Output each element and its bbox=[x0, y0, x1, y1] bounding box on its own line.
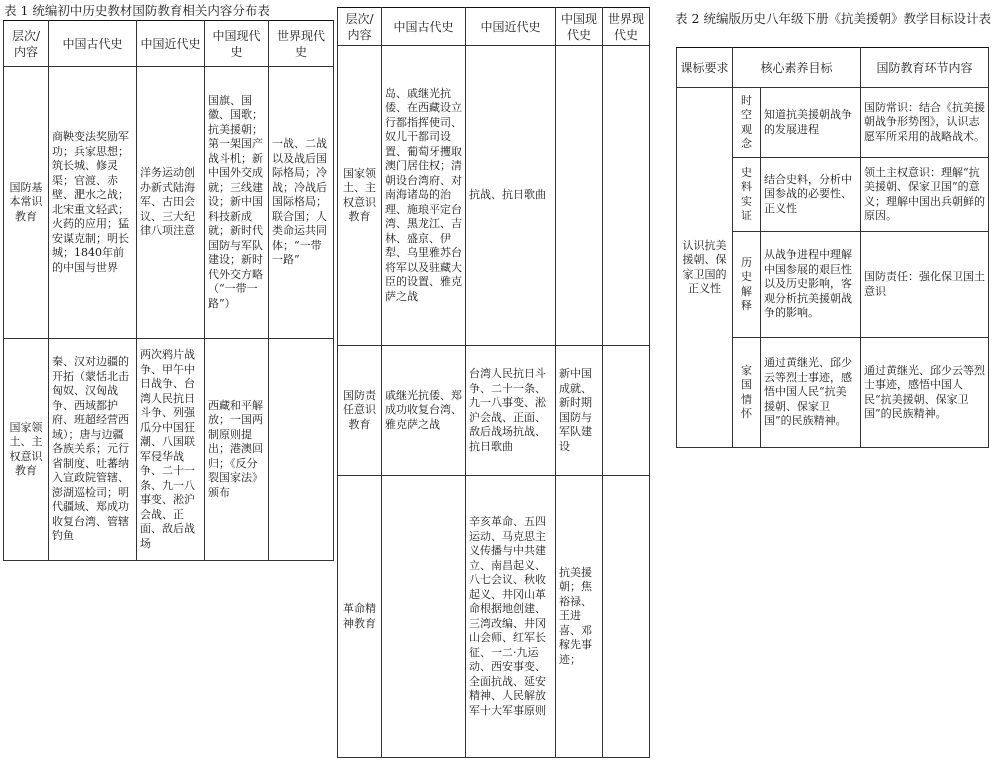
header-contemporary: 中国现代史 bbox=[556, 8, 603, 46]
cell-contemporary: 国旗、国徽、国歌；抗美援朝；第一架国产战斗机；新中国外交成就；三线建设；新中国科技新成就；新时代国防与军队建设；新时代外交方略（“一带一路”） bbox=[205, 67, 269, 339]
header-contemporary: 中国现代史 bbox=[205, 21, 269, 67]
table1-caption: 表 1 统编初中历史教材国防教育相关内容分布表 bbox=[4, 3, 270, 18]
row-category: 国家领土、主权意识教育 bbox=[338, 46, 382, 346]
cell-modern: 抗战、抗日歌曲 bbox=[466, 46, 556, 346]
cell-ancient: 岛、戚继光抗倭、在西藏设立行都指挥使司、奴儿干都司设置、葡萄牙攫取澳门居住权；清朝设台湾府、对南海诸岛的治理、施琅平定台湾、黑龙江、吉林、盛京、伊犁、乌里雅苏台将军以及驻藏大臣的设置、雅克萨之战 bbox=[382, 46, 466, 346]
literacy-cell: 时空观念 bbox=[733, 88, 761, 158]
header-world: 世界现代史 bbox=[603, 8, 650, 46]
row-category: 国防责任意识教育 bbox=[338, 346, 382, 476]
cell-modern: 台湾人民抗日斗争、二十一条、九一八事变、淞沪会战、正面、敌后战场抗战、抗日歌曲 bbox=[466, 346, 556, 476]
cell-contemporary: 西藏和平解放；一国两制原则提出；港澳回归；《反分裂国家法》颁布 bbox=[205, 339, 269, 561]
table-row bbox=[4, 67, 334, 339]
header-modern: 中国近代史 bbox=[466, 8, 556, 46]
table2-caption: 表 2 统编版历史八年级下册《抗美援朝》教学目标设计表 bbox=[675, 11, 991, 26]
header-modern: 中国近代史 bbox=[137, 21, 205, 67]
cell-world bbox=[603, 346, 650, 476]
table-row bbox=[677, 88, 989, 158]
table1-continued bbox=[337, 7, 650, 758]
cell-ancient bbox=[382, 476, 466, 758]
cell-world: 一战、二战以及战后国际格局；冷战；冷战后国际格局；联合国；人类命运共同体；“一带一路” bbox=[269, 67, 334, 339]
cell-contemporary: 新中国成就、新时期国防与军队建设 bbox=[556, 346, 603, 476]
header-defense-content: 国防教育环节内容 bbox=[861, 48, 989, 88]
row-category: 国家领土、主权意识教育 bbox=[4, 339, 49, 561]
table-row bbox=[4, 339, 334, 561]
row-category: 国防基本常识教育 bbox=[4, 67, 49, 339]
literacy-cell: 史料实证 bbox=[733, 158, 761, 232]
header-ancient: 中国古代史 bbox=[382, 8, 466, 46]
cell-modern: 辛亥革命、五四运动、马克思主义传播与中共建立、南昌起义、八七会议、秋收起义、井冈山革命根据地创建、三湾改编、井冈山会师、红军长征、一二·九运动、西安事变、全面抗战、延安精神、人民解放军十大军事原则 bbox=[466, 476, 556, 758]
table2 bbox=[676, 47, 989, 448]
table-row bbox=[338, 476, 650, 758]
header-ancient: 中国古代史 bbox=[49, 21, 137, 67]
header-literacy-goal: 核心素养目标 bbox=[733, 48, 861, 88]
content-cell: 国防常识：结合《抗美援朝战争形势图》，认识志愿军所采用的战略战术。 bbox=[861, 88, 989, 158]
goal-cell: 知道抗美援朝战争的发展进程 bbox=[761, 88, 861, 158]
cell-world bbox=[269, 339, 334, 561]
literacy-cell: 家国情怀 bbox=[733, 338, 761, 448]
goal-cell: 通过黄继光、邱少云等烈士事迹，感悟中国人民“抗美援朝、保家卫国”的民族精神。 bbox=[761, 338, 861, 448]
cell-ancient: 戚继光抗倭、郑成功收复台湾、雅克萨之战 bbox=[382, 346, 466, 476]
cell-ancient: 秦、汉对边疆的开拓（蒙恬北击匈奴、汉匈战争、西域都护府、班超经营西域）；唐与边疆各族关系；元行省制度、吐蕃纳入宣政院管辖、澎湖巡检司；明代疆域、郑成功收复台湾、管辖钓鱼 bbox=[49, 339, 137, 561]
cell-ancient: 商鞅变法奖励军功；兵家思想；筑长城、修灵渠；官渡、赤壁、淝水之战；北宋重文轻武；火药的应用；猛安谋克制；明长城；1840年前的中国与世界 bbox=[49, 67, 137, 339]
row-category: 革命精神教育 bbox=[338, 476, 382, 758]
cell-modern: 两次鸦片战争、甲午中日战争、台湾人民抗日斗争、列强瓜分中国狂潮、八国联军侵华战争、二十一条、九一八事变、淞沪会战、正面、敌后战场 bbox=[137, 339, 205, 561]
cell-world bbox=[603, 476, 650, 758]
goal-cell: 从战争进程中理解中国参展的艰巨性以及历史影响，客观分析抗美援朝战争的影响。 bbox=[761, 232, 861, 338]
header-level: 层次/内容 bbox=[4, 21, 49, 67]
header-world: 世界现代史 bbox=[269, 21, 334, 67]
goal-cell: 结合史料，分析中国参战的必要性、正义性 bbox=[761, 158, 861, 232]
requirement-cell: 认识抗美援朝、保家卫国的正义性 bbox=[677, 88, 733, 448]
cell-world bbox=[603, 46, 650, 346]
header-level: 层次/内容 bbox=[338, 8, 382, 46]
cell-contemporary bbox=[556, 46, 603, 346]
table-row bbox=[338, 346, 650, 476]
content-cell: 领土主权意识：理解“抗美援朝、保家卫国”的意义；理解中国出兵朝鲜的原因。 bbox=[861, 158, 989, 232]
content-cell: 国防责任：强化保卫国土意识 bbox=[861, 232, 989, 338]
table-row bbox=[338, 46, 650, 346]
cell-modern: 洋务运动创办新式陆海军、古田会议、三大纪律八项注意 bbox=[137, 67, 205, 339]
literacy-cell: 历史解释 bbox=[733, 232, 761, 338]
cell-contemporary: 抗美援朝；焦裕禄、王进喜、邓稼先事迹； bbox=[556, 476, 603, 758]
header-requirement: 课标要求 bbox=[677, 48, 733, 88]
table1 bbox=[3, 20, 334, 561]
content-cell: 通过黄继光、邱少云等烈士事迹，感悟中国人民“抗美援朝、保家卫国”的民族精神。 bbox=[861, 338, 989, 448]
